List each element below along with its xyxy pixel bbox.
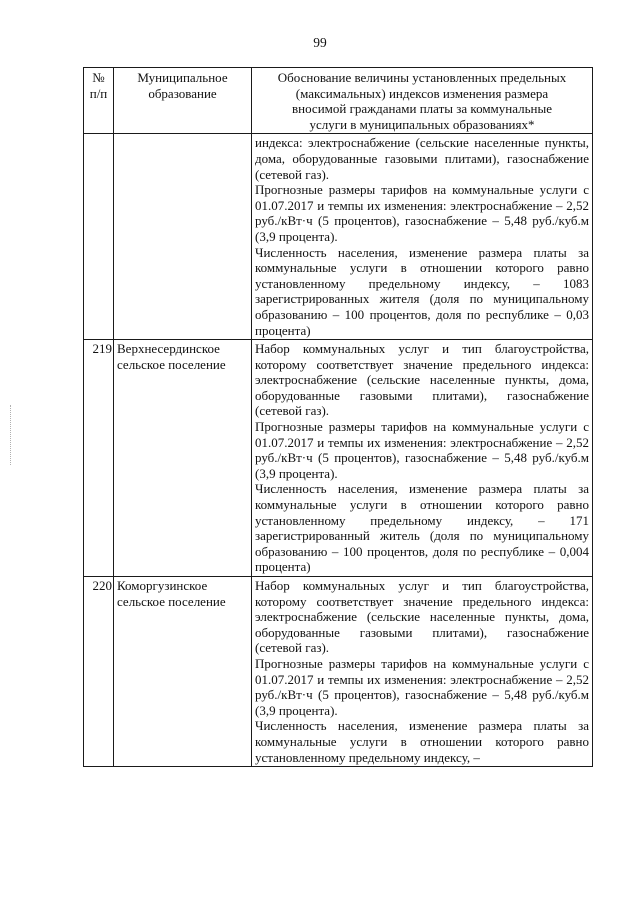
scan-margin-mark [10,405,13,465]
header-justification-line: (максимальных) индексов изменения размера [295,85,549,101]
header-municipality-line: Муниципальное [137,70,228,85]
header-justification [252,68,593,134]
page-number: 99 [313,35,327,50]
row-number: 220 [84,577,114,767]
municipality-line: сельское поселение [117,593,226,609]
table-header-row [84,68,593,134]
justification-paragraph: индекса: электроснабжение (сельские населенные пункты, дома, оборудованные газовыми плитами), газоснабжение (сетевой газ). [255,135,589,182]
justification-paragraph: Прогнозные размеры тарифов на коммунальные услуги с 01.07.2017 и темпы их изменения: электроснабжение – 2,52 руб./кВт·ч (5 процентов), газоснабжение – 5,48 руб./куб.м (3,9 процента). [255,182,589,244]
row-number [84,134,114,340]
table-row [84,577,593,767]
justification-paragraph: Прогнозные размеры тарифов на коммунальные услуги с 01.07.2017 и темпы их изменения: электроснабжение – 2,52 руб./кВт·ч (5 процентов), газоснабжение – 5,48 руб./куб.м (3,9 процента). [255,419,589,481]
row-justification [252,134,593,340]
municipality-line: Верхнесердинское [117,341,220,357]
header-municipality-line: образование [148,85,217,101]
justification-paragraph: Набор коммунальных услуг и тип благоустройства, которому соответствует значение предельного индекса: электроснабжение (сельские населенные пункты, дома, оборудованные газовыми плитами), газоснабжение (сетевой газ). [255,578,589,656]
row-justification [252,340,593,577]
municipality-line: Коморгузинское [117,578,208,593]
row-number: 219 [84,340,114,577]
justification-paragraph: Численность населения, изменение размера платы за коммунальные услуги в отношении которого равно установленному предельному индексу, – 171 зарегистрированный житель (доля по муниципальному образованию – 100 процентов, доля по республике – 0,004 процента) [255,481,589,575]
row-justification [252,577,593,767]
municipality-line: сельское поселение [117,356,226,372]
table-row [84,340,593,577]
tariff-justification-table [83,67,593,767]
header-justification-line: вносимой гражданами платы за коммунальные [292,101,552,117]
header-justification-line: услуги в муниципальных образованиях* [309,116,535,132]
justification-paragraph: Численность населения, изменение размера платы за коммунальные услуги в отношении которого равно установленному предельному индексу, – [255,718,589,765]
table-row [84,134,593,340]
justification-paragraph: Численность населения, изменение размера платы за коммунальные услуги в отношении которого равно установленному предельному индексу, – 1083 зарегистрированных жителя (доля по муниципальному образованию – 100 процентов, доля по республике – 0,03 процента) [255,244,589,338]
row-municipality [114,340,252,577]
justification-paragraph: Прогнозные размеры тарифов на коммунальные услуги с 01.07.2017 и темпы их изменения: электроснабжение – 2,52 руб./кВт·ч (5 процентов), газоснабжение – 5,48 руб./куб.м (3,9 процента). [255,655,589,718]
header-municipality [114,68,252,134]
row-municipality [114,134,252,340]
header-num [84,68,114,134]
header-num-line: п/п [89,85,108,101]
header-num-line: № [92,70,105,85]
header-justification-line: Обоснование величины установленных предельных [277,70,567,85]
justification-paragraph: Набор коммунальных услуг и тип благоустройства, которому соответствует значение предельного индекса: электроснабжение (сельские населенные пункты, дома, оборудованные газовыми плитами), газоснабжение (сетевой газ). [255,341,589,419]
row-municipality [114,577,252,767]
